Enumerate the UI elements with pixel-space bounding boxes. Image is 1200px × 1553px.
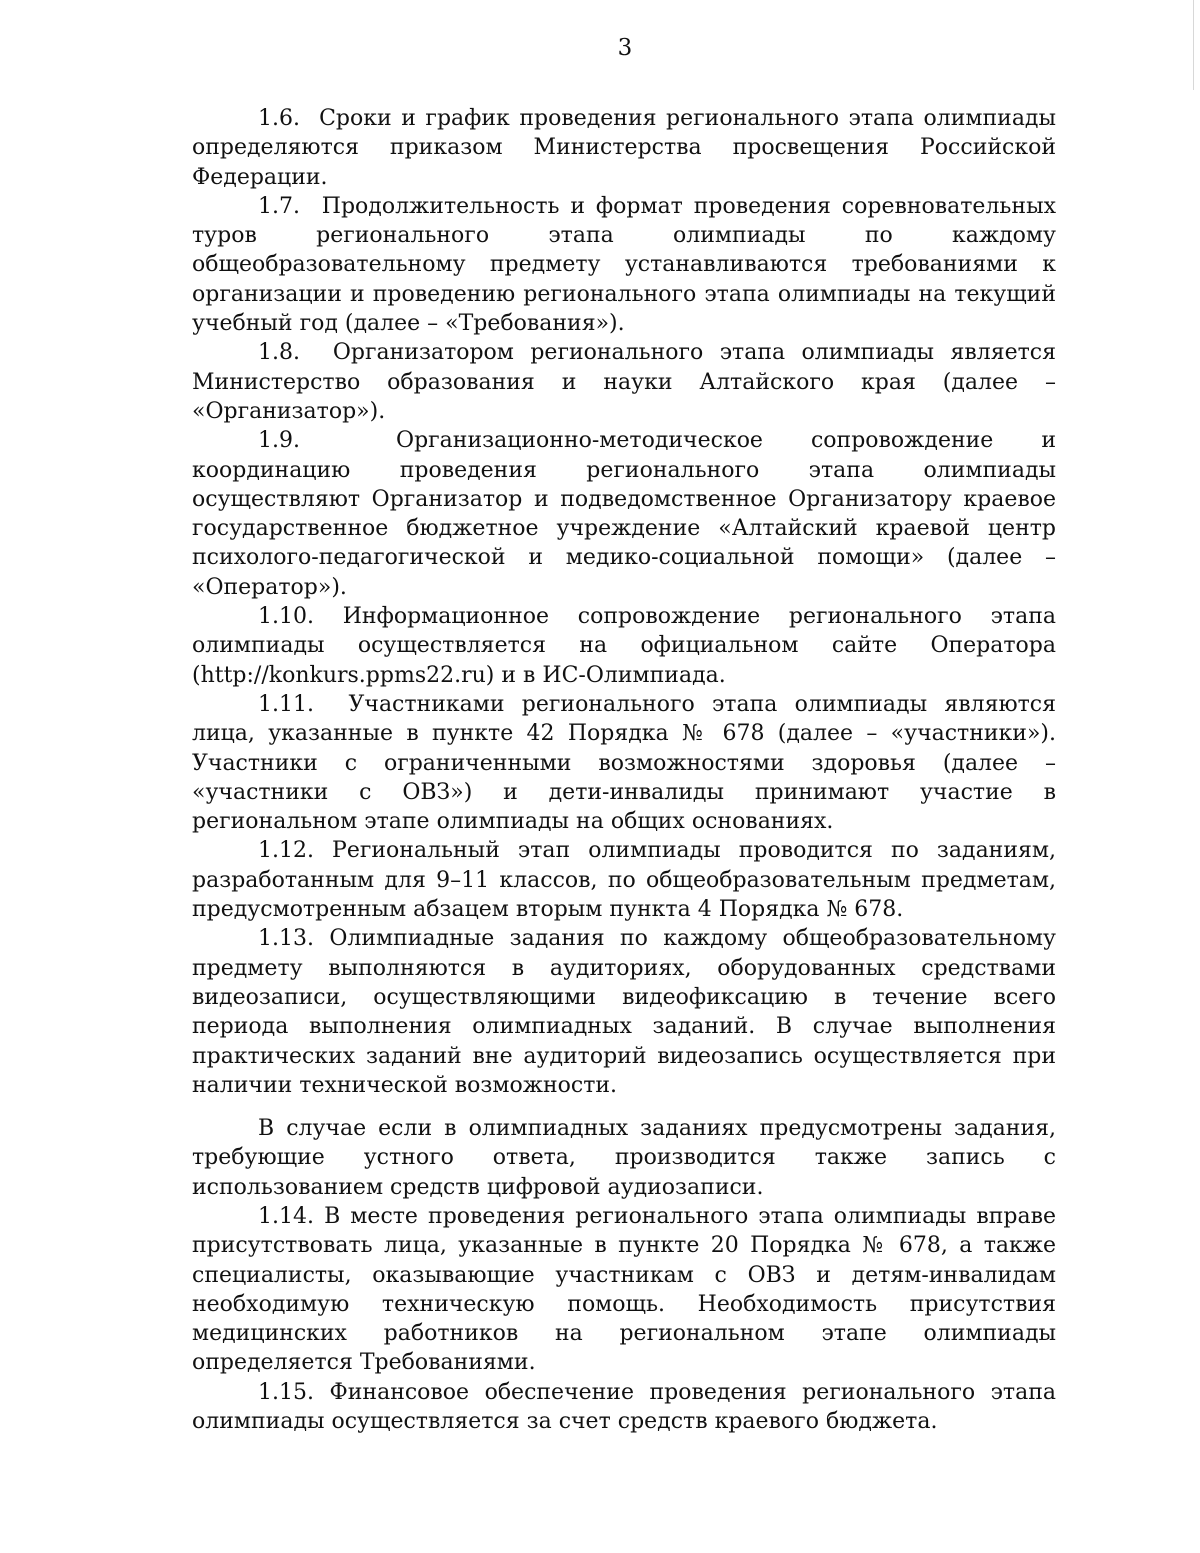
paragraph-text: Продолжительность и формат проведения соревновательных туров регионального этапа олимпиады по каждому общеобразовательному предмету устанавливаются требованиями к организации и проведению регионального этапа олимпиады на текущий учебный год (далее – «Требования»). bbox=[192, 193, 1056, 337]
paragraph-1-8 bbox=[192, 338, 1056, 426]
paragraph-text: Организатором регионального этапа олимпиады является Министерство образования и науки Алтайского края (далее – «Организатор»). bbox=[192, 340, 1056, 424]
paragraph-1-12 bbox=[192, 836, 1056, 924]
paragraph-text: Организационно-методическое сопровождение и координацию проведения регионального этапа олимпиады осуществляют Организатор и подведомственное Организатору краевое государственное бюджетное учреждение «Алтайский краевой центр психолого-педагогической и медико-социальной помощи» (далее – «Оператор»). bbox=[192, 428, 1056, 600]
paragraph-number: 1.12. bbox=[258, 838, 314, 864]
paragraph-text: Информационное сопровождение регионального этапа олимпиады осуществляется на официальном сайте Оператора (http://konkurs.ppms22.ru) и в ИС-Олимпиада. bbox=[192, 604, 1056, 688]
paragraph-number: 1.9. bbox=[258, 428, 300, 454]
paragraph-1-15 bbox=[192, 1378, 1056, 1437]
paragraph-text: Финансовое обеспечение проведения регионального этапа олимпиады осуществляется за счет средств краевого бюджета. bbox=[192, 1379, 1056, 1435]
paragraph-1-11 bbox=[192, 690, 1056, 836]
page-number: 3 bbox=[617, 35, 633, 61]
paragraph-text: Участниками регионального этапа олимпиады являются лица, указанные в пункте 42 Порядка № 678 (далее – «участники»). Участники с ограниченными возможностями здоровья (далее – «участники с ОВЗ») и дети-инвалиды принимают участие в региональном этапе олимпиады на общих основаниях. bbox=[192, 691, 1056, 835]
paragraph-text: В случае если в олимпиадных заданиях предусмотрены задания, требующие устного ответа, производится также запись с использованием средств цифровой аудиозаписи. bbox=[192, 1116, 1056, 1200]
paragraph-number: 1.6. bbox=[258, 106, 300, 131]
paragraph-number: 1.15. bbox=[258, 1379, 314, 1405]
paragraph-number: 1.10. bbox=[258, 604, 314, 630]
paragraph-text: Сроки и график проведения регионального этапа олимпиады определяются приказом Министерства просвещения Российской Федерации. bbox=[192, 106, 1056, 190]
paragraph-number: 1.11. bbox=[258, 691, 314, 717]
paragraph-1-13-continued bbox=[192, 1114, 1056, 1202]
paragraph-1-13 bbox=[192, 924, 1056, 1100]
paragraph-number: 1.7. bbox=[258, 193, 300, 219]
paragraph-text: В месте проведения регионального этапа олимпиады вправе присутствовать лица, указанные в пункте 20 Порядка № 678, а также специалисты, оказывающие участникам с ОВЗ и детям-инвалидам необходимую техническую помощь. Необходимость присутствия медицинских работников на региональном этапе олимпиады определяется Требованиями. bbox=[192, 1203, 1056, 1376]
paragraph-text: Олимпиадные задания по каждому общеобразовательному предмету выполняются в аудиториях, оборудованных средствами видеозаписи, осуществляющими видеофиксацию в течение всего периода выполнения олимпиадных заданий. В случае выполнения практических заданий вне аудиторий видеозапись осуществляется при наличии технической возможности. bbox=[192, 926, 1056, 1098]
paragraph-number: 1.14. bbox=[258, 1203, 314, 1229]
paragraph-1-6 bbox=[192, 104, 1056, 192]
paragraph-1-9 bbox=[192, 426, 1056, 602]
paragraph-number: 1.8. bbox=[258, 340, 300, 366]
paragraph-1-14 bbox=[192, 1202, 1056, 1378]
paragraph-text: Региональный этап олимпиады проводится по заданиям, разработанным для 9–11 классов, по общеобразовательным предметам, предусмотренным абзацем вторым пункта 4 Порядка № 678. bbox=[192, 838, 1056, 923]
paragraph-1-7 bbox=[192, 192, 1056, 338]
paragraph-number: 1.13. bbox=[258, 926, 314, 952]
document-body bbox=[192, 104, 1056, 1436]
paragraph-1-10 bbox=[192, 602, 1056, 690]
